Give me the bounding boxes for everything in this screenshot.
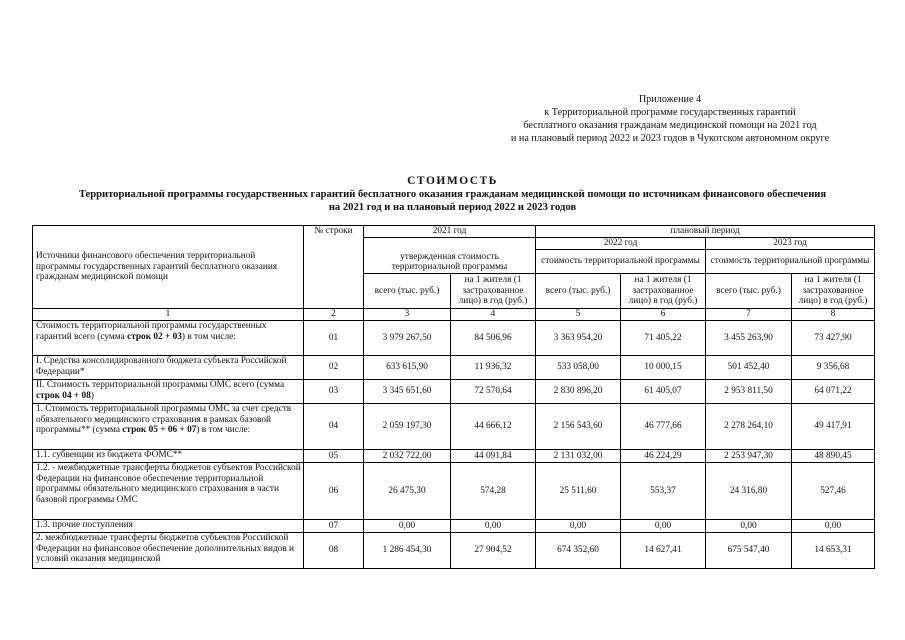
header-cost-2022: стоимость территориальной программы: [536, 250, 706, 274]
header-year-2022: 2022 год: [536, 238, 706, 250]
row-value: 2 953 811,50: [706, 380, 792, 404]
row-value: 527,46: [792, 463, 875, 520]
appendix-line: Приложение 4: [638, 94, 702, 105]
column-number: 8: [792, 309, 875, 321]
header-per-capita: на 1 жителя (1 застрахованное лицо) в год (руб.): [792, 274, 875, 309]
row-number: 05: [304, 450, 364, 463]
row-value: 10 000,15: [621, 356, 706, 380]
row-label: 1.3. прочие поступления: [33, 520, 304, 533]
row-value: 24 316,80: [706, 463, 792, 520]
appendix-line: и на плановый период 2022 и 2023 годов в Чукотском автономном округе: [510, 133, 830, 144]
row-value: 49 417,91: [792, 404, 875, 450]
table-row: [33, 520, 875, 533]
table-row: [33, 404, 875, 450]
title-line: на 2021 год и на плановый период 2022 и 2023 годов: [328, 202, 577, 213]
row-label: II. Стоимость территориальной программы ОМС всего (сумма строк 04 + 08): [33, 380, 304, 404]
row-value: 2 032 722,00: [364, 450, 451, 463]
appendix-line: бесплатного оказания гражданам медицинской помощи на 2021 год: [523, 120, 817, 131]
header-source: Источники финансового обеспечения территориальной программы государственных гарантий бесплатного оказания гражданам медицинской помощи: [33, 226, 304, 309]
row-value: 11 936,32: [451, 356, 536, 380]
table-row: [33, 356, 875, 380]
header-total: всего (тыс. руб.): [364, 274, 451, 309]
row-value: 674 352,60: [536, 533, 621, 569]
table-row: [33, 380, 875, 404]
row-value: 0,00: [451, 520, 536, 533]
header-total: всего (тыс. руб.): [536, 274, 621, 309]
column-number: 6: [621, 309, 706, 321]
row-value: 2 278 264,10: [706, 404, 792, 450]
table-row: [33, 450, 875, 463]
header-year-2021: 2021 год: [364, 226, 536, 238]
table-row: [33, 533, 875, 569]
row-value: 3 345 651,60: [364, 380, 451, 404]
header-planned-period: плановый период: [536, 226, 875, 238]
row-value: 26 475,30: [364, 463, 451, 520]
row-number: 07: [304, 520, 364, 533]
row-value: 27 904,52: [451, 533, 536, 569]
row-label: I. Средства консолидированного бюджета субъекта Российской Федерации*: [33, 356, 304, 380]
row-value: 2 253 947,30: [706, 450, 792, 463]
row-value: 2 156 543,60: [536, 404, 621, 450]
header-per-capita: на 1 жителя (1 застрахованное лицо) в год (руб.): [451, 274, 536, 309]
row-value: 2 131 032,00: [536, 450, 621, 463]
table-row: [33, 463, 875, 520]
row-value: 46 777,66: [621, 404, 706, 450]
row-value: 72 570,64: [451, 380, 536, 404]
column-number: 3: [364, 309, 451, 321]
row-value: 0,00: [706, 520, 792, 533]
row-value: 46 224,29: [621, 450, 706, 463]
header-row-no: № строки: [304, 226, 364, 309]
row-value: 574,28: [451, 463, 536, 520]
row-value: 2 059 197,30: [364, 404, 451, 450]
row-value: 9 356,68: [792, 356, 875, 380]
row-value: 675 547,40: [706, 533, 792, 569]
title-line: Территориальной программы государственных гарантий бесплатного оказания гражданам медицинской помощи по источникам финансового обеспечения: [78, 189, 827, 200]
row-number: 01: [304, 321, 364, 356]
column-number: 7: [706, 309, 792, 321]
row-label: 1. Стоимость территориальной программы ОМС за счет средств обязательного медицинского страхования в рамках базовой программы** (сумма строк 05 + 06 + 07) в том числе:: [33, 404, 304, 450]
column-number: 1: [33, 309, 304, 321]
appendix-line: к Территориальной программе государственных гарантий: [544, 107, 796, 118]
row-number: 08: [304, 533, 364, 569]
row-value: 1 286 454,30: [364, 533, 451, 569]
row-value: 71 405,22: [621, 321, 706, 356]
row-label: 2. межбюджетные трансферты бюджетов субъектов Российской Федерации на финансовое обеспечение дополнительных видов и условий оказания медицинской: [33, 533, 304, 569]
row-value: 2 830 896,20: [536, 380, 621, 404]
cost-table: [32, 225, 875, 569]
header-approved-cost: утвержденная стоимость территориальной программы: [364, 238, 536, 274]
row-value: 44 666,12: [451, 404, 536, 450]
title-main: СТОИМОСТЬ: [407, 175, 498, 187]
column-number: 4: [451, 309, 536, 321]
row-value: 3 455 263,90: [706, 321, 792, 356]
row-label: 1.1. субвенции из бюджета ФОМС**: [33, 450, 304, 463]
column-number: 2: [304, 309, 364, 321]
table-row: [33, 321, 875, 356]
row-value: 61 405,07: [621, 380, 706, 404]
row-value: 73 427,90: [792, 321, 875, 356]
row-number: 06: [304, 463, 364, 520]
header-per-capita: на 1 жителя (1 застрахованное лицо) в год (руб.): [621, 274, 706, 309]
row-value: 0,00: [792, 520, 875, 533]
row-number: 03: [304, 380, 364, 404]
header-year-2023: 2023 год: [706, 238, 875, 250]
row-value: 3 979 267,50: [364, 321, 451, 356]
row-value: 25 511,60: [536, 463, 621, 520]
column-number: 5: [536, 309, 621, 321]
row-value: 533 058,00: [536, 356, 621, 380]
row-value: 0,00: [364, 520, 451, 533]
row-value: 48 890,45: [792, 450, 875, 463]
row-value: 3 363 954,20: [536, 321, 621, 356]
row-value: 0,00: [536, 520, 621, 533]
row-label: 1.2. - межбюджетные трансферты бюджетов субъектов Российской Федерации на финансовое обеспечение территориальной программы обязательного медицинского страхования в части базовой программы ОМС: [33, 463, 304, 520]
header-cost-2023: стоимость территориальной программы: [706, 250, 875, 274]
document-title: [0, 174, 905, 214]
row-value: 84 506,96: [451, 321, 536, 356]
row-label: Стоимость территориальной программы государственных гарантий всего (сумма строк 02 + 03) в том числе:: [33, 321, 304, 356]
row-value: 44 091,84: [451, 450, 536, 463]
row-value: 64 071,22: [792, 380, 875, 404]
row-value: 14 627,41: [621, 533, 706, 569]
appendix-note: [470, 93, 870, 145]
row-number: 04: [304, 404, 364, 450]
row-value: 633 615,90: [364, 356, 451, 380]
row-value: 0,00: [621, 520, 706, 533]
row-number: 02: [304, 356, 364, 380]
row-value: 553,37: [621, 463, 706, 520]
header-total: всего (тыс. руб.): [706, 274, 792, 309]
row-value: 501 452,40: [706, 356, 792, 380]
row-value: 14 653,31: [792, 533, 875, 569]
